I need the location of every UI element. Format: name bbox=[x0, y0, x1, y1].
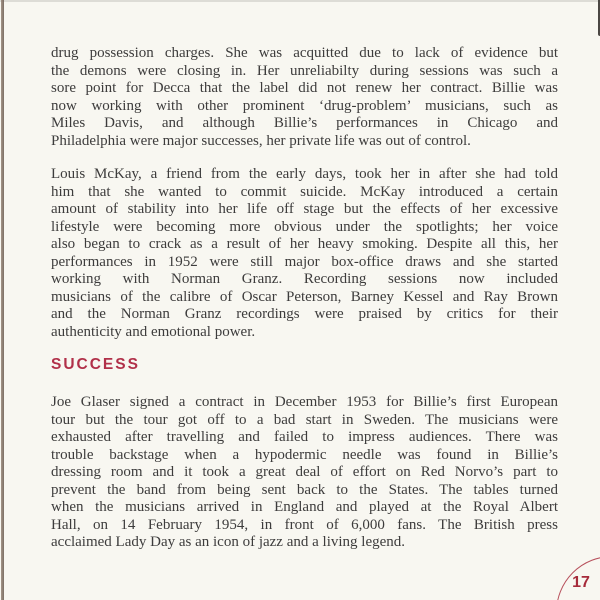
text-line: also began to crack as a result of her heavy smoking. Despite all this, her bbox=[51, 236, 558, 252]
text-line: Joe Glaser signed a contract in December 1953 for Billie’s first European bbox=[51, 394, 558, 410]
text-line: now working with other prominent ‘drug-problem’ musicians, such as bbox=[51, 97, 558, 114]
text-line: musicians of the calibre of Oscar Peterson, Barney Kessel and Ray Brown bbox=[51, 288, 558, 305]
text-line: Hall, on 14 February 1954, in front of 6,000 fans. The British press bbox=[51, 516, 558, 533]
text-line: tour but the tour got off to a bad start in Sweden. The musicians were bbox=[51, 411, 558, 428]
text-line: prevent the band from being sent back to the States. The tables turned bbox=[51, 481, 558, 498]
text-line: Louis McKay, a friend from the early days, took her in after she had told bbox=[51, 166, 558, 182]
text-line: amount of stability into her life off stage but the effects of her excessive bbox=[51, 201, 558, 217]
paragraph bbox=[51, 166, 558, 341]
scan-edge-top bbox=[0, 0, 600, 2]
text-line: performances in 1952 were still major box-office draws and she started bbox=[51, 253, 558, 270]
text-line: the demons were closing in. Her unreliabilty during sessions was such a bbox=[51, 62, 558, 79]
text-line: and the Norman Granz recordings were praised by critics for their bbox=[51, 306, 558, 322]
text-line: sore point for Decca that the label did not renew her contract. Billie was bbox=[51, 80, 558, 96]
text-line: trouble backstage when a hypodermic needle was found in Billie’s bbox=[51, 446, 558, 463]
text-line: dressing room and it took a great deal of effort on Red Norvo’s part to bbox=[51, 464, 558, 480]
paragraph bbox=[51, 45, 558, 150]
text-line: him that she wanted to commit suicide. McKay introduced a certain bbox=[51, 183, 558, 200]
section-heading: SUCCESS bbox=[51, 356, 140, 373]
text-line: when the musicians arrived in England and played at the Royal Albert bbox=[51, 499, 558, 515]
text-line: drug possession charges. She was acquitted due to lack of evidence but bbox=[51, 45, 558, 61]
page-number: 17 bbox=[572, 574, 590, 591]
text-line: working with Norman Granz. Recording sessions now included bbox=[51, 271, 558, 287]
text-line: authenticity and emotional power. bbox=[51, 323, 256, 340]
text-line: acclaimed Lady Day as an icon of jazz and a living legend. bbox=[51, 534, 406, 550]
text-line: Miles Davis, and although Billie’s performances in Chicago and bbox=[51, 115, 558, 131]
scan-edge-left bbox=[1, 0, 4, 600]
text-line: Philadelphia were major successes, her private life was out of control. bbox=[51, 132, 471, 149]
text-line: exhausted after travelling and failed to impress audiences. There was bbox=[51, 429, 558, 445]
text-line: lifestyle were becoming more obvious under the spotlights; her voice bbox=[51, 218, 558, 235]
page-content bbox=[51, 45, 558, 568]
paragraph bbox=[51, 394, 558, 552]
